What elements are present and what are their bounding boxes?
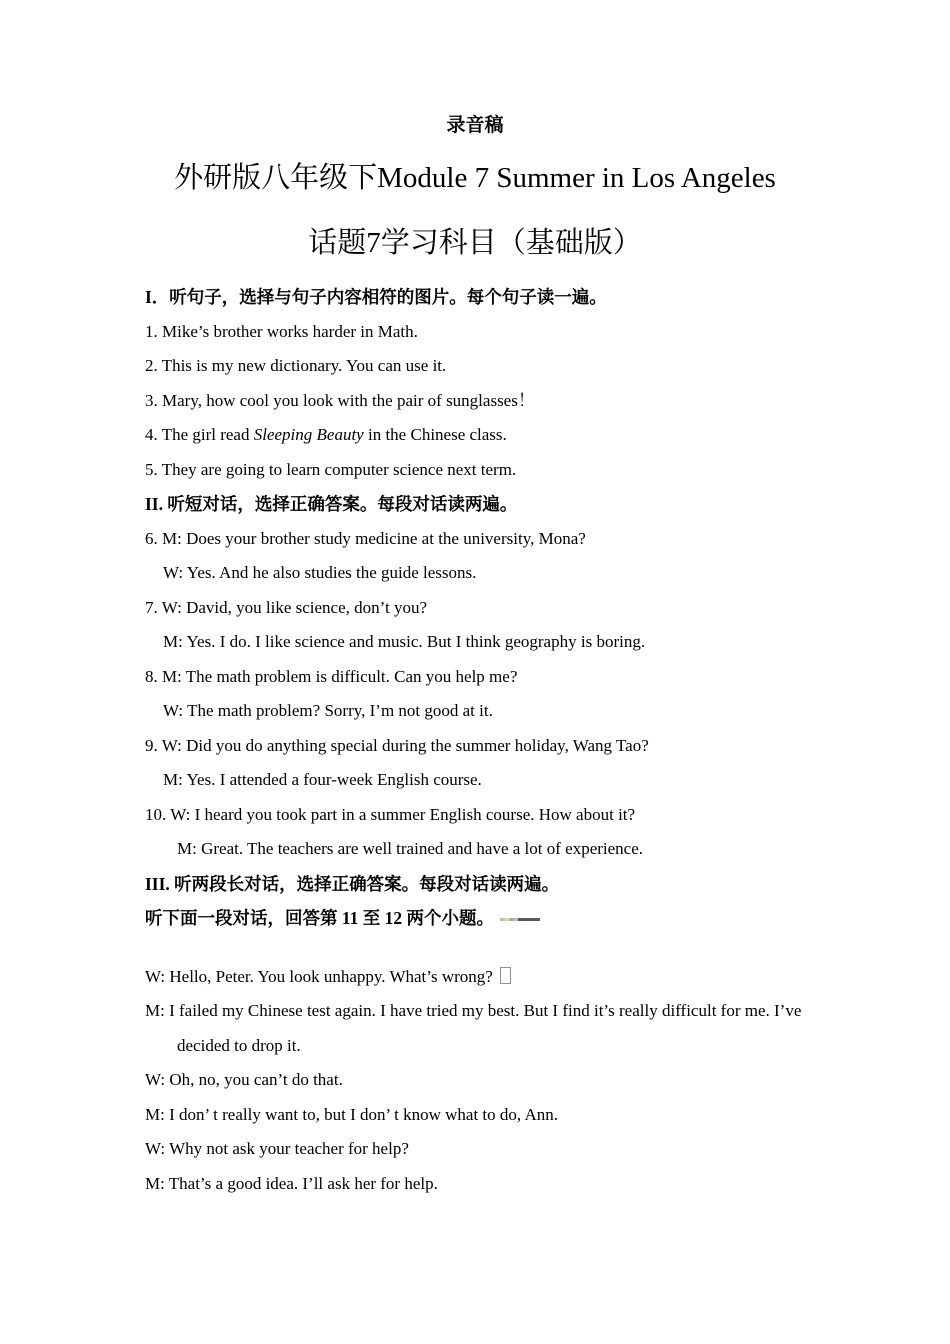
sentence-item-1: 1. Mike’s brother works harder in Math. (145, 321, 418, 341)
sentence-item-3: 3. Mary, how cool you look with the pair of sunglasses！ (145, 390, 535, 410)
transcript-body (0, 280, 950, 1201)
dialogue-line: W: Oh, no, you can’t do that. (145, 1070, 343, 1089)
dialogue-line: M: I failed my Chinese test again. I have tried my best. But I find it’s really difficult for me. I’ve (145, 1001, 802, 1020)
section-3-heading: III. 听两段长对话，选择正确答案。每段对话读两遍。 (145, 873, 560, 894)
section-1-heading: I．听句子，选择与句子内容相符的图片。每个句子读一遍。 (145, 287, 607, 307)
sentence-item-4-pre: 4. The girl read (145, 425, 254, 444)
section-2-heading: II. 听短对话，选择正确答案。每段对话读两遍。 (145, 494, 518, 514)
dialogue-line: M: I don’ t really want to, but I don’ t know what to do, Ann. (145, 1104, 558, 1124)
dialogue-line-text: W: Hello, Peter. You look unhappy. What’s wrong? (145, 966, 493, 986)
dialogue-line: 10. W: I heard you took part in a summer English course. How about it? (145, 804, 636, 824)
sentence-item-4 (145, 418, 830, 453)
document-kicker: 录音稿 (446, 115, 504, 136)
section-3-subheading-text: 听下面一段对话，回答第 11 至 12 两个小题。 (145, 908, 495, 928)
dialogue-line: 6. M: Does your brother study medicine at the university, Mona? (145, 528, 586, 548)
dialogue-line: W: Yes. And he also studies the guide lessons. (163, 563, 477, 582)
dialogue-line (145, 960, 830, 995)
dialogue-line: 9. W: Did you do anything special during the summer holiday, Wang Tao? (145, 735, 649, 755)
dialogue-line: 8. M: The math problem is difficult. Can you help me? (145, 666, 518, 686)
dialogue-line-continuation: decided to drop it. (177, 1035, 301, 1055)
sentence-item-5: 5. They are going to learn computer science next term. (145, 459, 517, 479)
dialogue-line: M: Great. The teachers are well trained and have a lot of experience. (177, 839, 644, 858)
dialogue-line: M: Yes. I attended a four-week English course. (163, 770, 482, 789)
dialogue-line: 7. W: David, you like science, don’t you? (145, 597, 428, 617)
dialogue-line: W: The math problem? Sorry, I’m not good at it. (163, 701, 493, 720)
dialogue-line: M: Yes. I do. I like science and music. But I think geography is boring. (163, 632, 646, 651)
revision-mark-underline (500, 918, 540, 921)
document-subtitle: 话题7学习科目（基础版） (308, 227, 642, 259)
book-title-italic: Sleeping Beauty (253, 425, 364, 444)
dialogue-line: W: Why not ask your teacher for help? (145, 1139, 409, 1158)
sentence-item-4-post: in the Chinese class. (363, 425, 507, 444)
dialogue-line: M: That’s a good idea. I’ll ask her for help. (145, 1173, 438, 1193)
missing-glyph-box (500, 967, 511, 984)
sentence-item-2: 2. This is my new dictionary. You can use it. (145, 356, 447, 375)
section-3-subheading (145, 901, 830, 936)
document-title: 外研版八年级下Module 7 Summer in Los Angeles (174, 162, 776, 194)
